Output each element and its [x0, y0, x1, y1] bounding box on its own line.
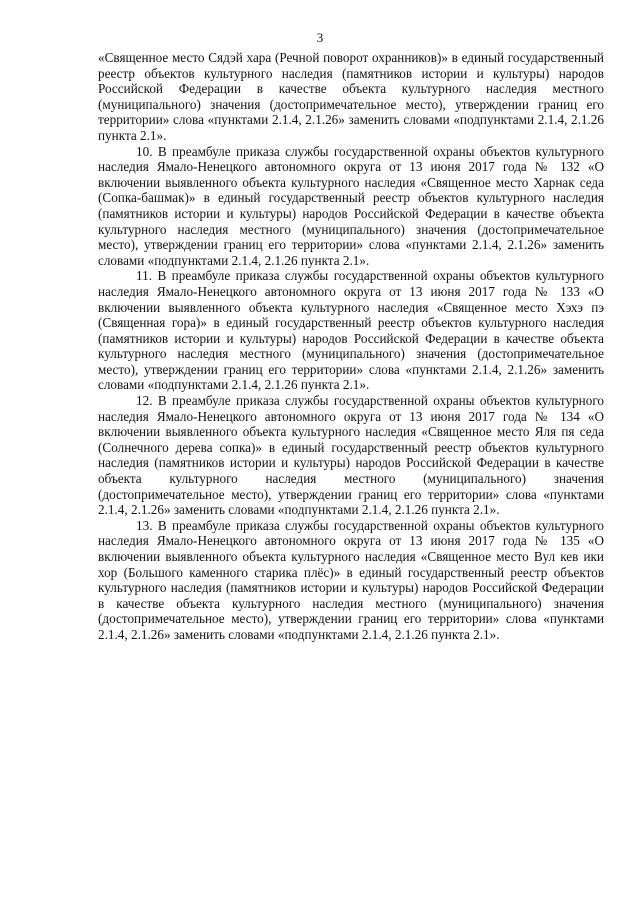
paragraph-item-13: 13. В преамбуле приказа службы государственной охраны объектов культурного наследия Ямало-Ненецкого автономного округа от 13 июня 2017 года № 135 «О включении выявленного объекта культурного наследия «Священное место Вул кев ики хор (Большого каменного старика плёс)» в единый государственный реестр объектов культурного наследия (памятников истории и культуры) народов Российской Федерации в качестве объекта культурного наследия местного (муниципального) значения (достопримечательное место), утверждении границ его территории» слова «пунктами 2.1.4, 2.1.26» заменить словами «подпунктами 2.1.4, 2.1.26 пункта 2.1».	[98, 517, 604, 642]
paragraph-continuation: «Священное место Сядэй хара (Речной поворот охранников)» в единый государственный реестр объектов культурного наследия (памятников истории и культуры) народов Российской Федерации в качестве объекта культурного наследия местного (муниципального) значения (достопримечательное место), утверждении границ его территории» слова «пунктами 2.1.4, 2.1.26» заменить словами «подпунктами 2.1.4, 2.1.26 пункта 2.1».	[98, 50, 604, 143]
page-number: 3	[316, 30, 324, 45]
paragraph-item-11: 11. В преамбуле приказа службы государственной охраны объектов культурного наследия Ямало-Ненецкого автономного округа от 13 июня 2017 года № 133 «О включении выявленного объекта культурного наследия «Священное место Хэхэ пэ (Священная гора)» в единый государственный реестр объектов культурного наследия (памятников истории и культуры) народов Российской Федерации в качестве объекта культурного наследия местного (муниципального) значения (достопримечательное место), утверждении границ его территории» слова «пунктами 2.1.4, 2.1.26» заменить словами «подпунктами 2.1.4, 2.1.26 пункта 2.1».	[98, 268, 604, 393]
document-body	[98, 50, 604, 643]
paragraph-item-12: 12. В преамбуле приказа службы государственной охраны объектов культурного наследия Ямало-Ненецкого автономного округа от 13 июня 2017 года № 134 «О включении выявленного объекта культурного наследия «Священное место Яля пя седа (Солнечного дерева сопка)» в единый государственный реестр объектов культурного наследия (памятников истории и культуры) народов Российской Федерации в качестве объекта культурного наследия местного (муниципального) значения (достопримечательное место), утверждении границ его территории» слова «пунктами 2.1.4, 2.1.26» заменить словами «подпунктами 2.1.4, 2.1.26 пункта 2.1».	[98, 393, 604, 518]
paragraph-item-10: 10. В преамбуле приказа службы государственной охраны объектов культурного наследия Ямало-Ненецкого автономного округа от 13 июня 2017 года № 132 «О включении выявленного объекта культурного наследия «Священное место Харнак седа (Сопка-башмак)» в единый государственный реестр объектов культурного наследия (памятников истории и культуры) народов Российской Федерации в качестве объекта культурного наследия местного (муниципального) значения (достопримечательное место), утверждении границ его территории» слова «пунктами 2.1.4, 2.1.26» заменить словами «подпунктами 2.1.4, 2.1.26 пункта 2.1».	[98, 143, 604, 268]
